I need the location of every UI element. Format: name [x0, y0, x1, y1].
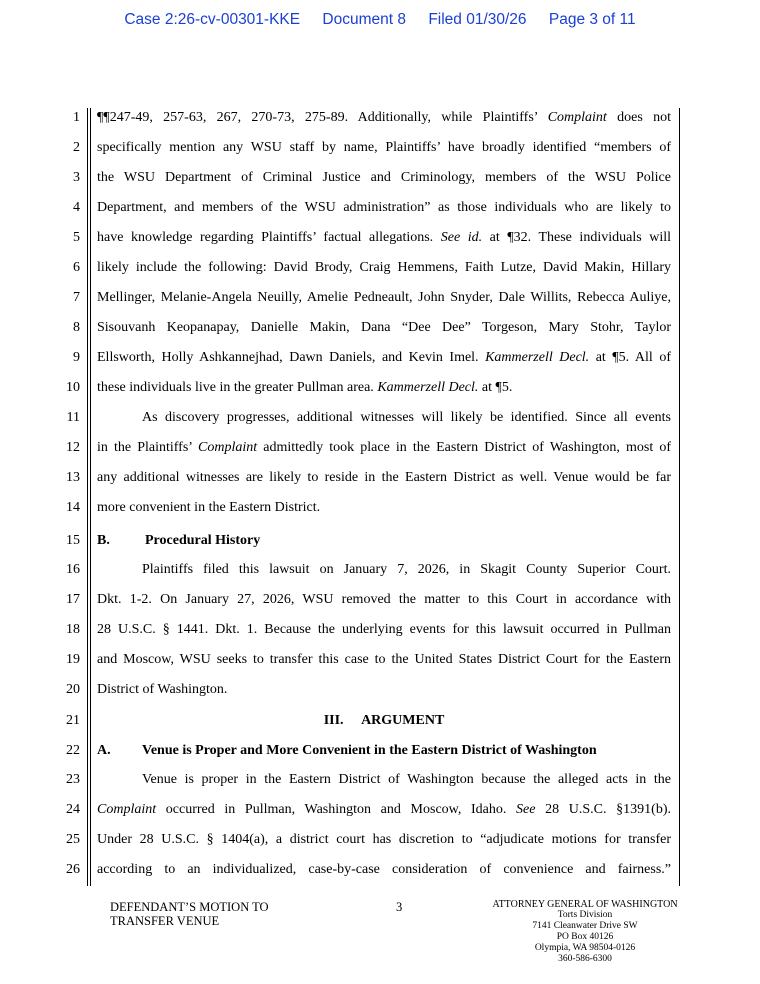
line-number: 17: [66, 592, 80, 607]
body-line-3: the WSU Department of Criminal Justice and Criminology, members of the WSU Police: [97, 170, 671, 185]
body-line-5: have knowledge regarding Plaintiffs’ factual allegations. See id. at ¶32. These individuals will: [97, 230, 671, 245]
line-number: 16: [66, 562, 80, 577]
case-number: Case 2:26-cv-00301-KKE: [124, 11, 301, 28]
line-number: 6: [73, 260, 80, 275]
line-number: 21: [66, 713, 80, 728]
line-number: 26: [66, 862, 80, 877]
line-number: 12: [66, 440, 80, 455]
line-number: 11: [66, 410, 80, 425]
line-number: 1: [73, 110, 80, 125]
line-number: 4: [73, 200, 80, 215]
body-line-6: likely include the following: David Brody, Craig Hemmens, Faith Lutze, David Makin, Hillary: [97, 260, 671, 275]
document-number: Document 8: [322, 11, 406, 28]
body-line-25: Under 28 U.S.C. § 1404(a), a district court has discretion to “adjudicate motions for transfer: [97, 832, 671, 847]
line-number: 2: [73, 140, 80, 155]
left-margin-rule-inner: [90, 108, 91, 886]
body-line-23: Venue is proper in the Eastern District of Washington because the alleged acts in the: [142, 772, 671, 787]
line-number: 8: [73, 320, 80, 335]
line-number: 20: [66, 682, 80, 697]
body-line-1: ¶¶247-49, 257-63, 267, 270-73, 275-89. Additionally, while Plaintiffs’ Complaint does not: [97, 110, 671, 125]
body-line-7: Mellinger, Melanie-Angela Neuilly, Amelie Pedneault, John Snyder, Dale Willits, Rebecca Auliye,: [97, 290, 671, 305]
body-line-16: Plaintiffs filed this lawsuit on January 7, 2026, in Skagit County Superior Court.: [142, 562, 671, 577]
section-heading-a: A. Venue is Proper and More Convenient in the Eastern District of Washington: [97, 743, 597, 758]
line-number: 3: [73, 170, 80, 185]
body-line-18: 28 U.S.C. § 1441. Dkt. 1. Because the underlying events for this lawsuit occurred in Pullman: [97, 622, 671, 637]
line-number: 10: [66, 380, 80, 395]
body-line-13: any additional witnesses are likely to reside in the Eastern District as well. Venue would be far: [97, 470, 671, 485]
body-line-24: Complaint occurred in Pullman, Washington and Moscow, Idaho. See 28 U.S.C. §1391(b).: [97, 802, 671, 817]
line-number: 15: [66, 533, 80, 548]
section-heading-b: B. Procedural History: [97, 533, 261, 548]
line-number: 19: [66, 652, 80, 667]
body-line-10: these individuals live in the greater Pullman area. Kammerzell Decl. at ¶5.: [97, 380, 513, 395]
body-line-12: in the Plaintiffs’ Complaint admittedly took place in the Eastern District of Washington, most of: [97, 440, 671, 455]
left-margin-rule: [87, 108, 88, 886]
line-number: 24: [66, 802, 80, 817]
body-line-8: Sisouvanh Keopanapay, Danielle Makin, Dana “Dee Dee” Torgeson, Mary Stohr, Taylor: [97, 320, 671, 335]
line-number: 9: [73, 350, 80, 365]
body-line-14: more convenient in the Eastern District.: [97, 500, 321, 515]
right-margin-rule: [679, 108, 680, 886]
filing-header: [0, 11, 760, 29]
line-number: 13: [66, 470, 80, 485]
line-number: 7: [73, 290, 80, 305]
footer-page-number: 3: [396, 900, 403, 914]
line-number: 25: [66, 832, 80, 847]
line-number: 14: [66, 500, 80, 515]
body-line-4: Department, and members of the WSU administration” as those individuals who are likely to: [97, 200, 671, 215]
body-line-9: Ellsworth, Holly Ashkannejhad, Dawn Daniels, and Kevin Imel. Kammerzell Decl. at ¶5. All of: [97, 350, 671, 365]
section-heading-argument: III. ARGUMENT: [323, 713, 445, 728]
line-number: 23: [66, 772, 80, 787]
body-line-2: specifically mention any WSU staff by name, Plaintiffs’ have broadly identified “members of: [97, 140, 671, 155]
footer-document-title: DEFENDANT’S MOTION TO TRANSFER VENUE: [110, 900, 269, 928]
line-number: 5: [73, 230, 80, 245]
body-line-26: according to an individualized, case-by-case consideration of convenience and fairness.”: [97, 862, 671, 877]
line-number: 22: [66, 743, 80, 758]
body-line-20: District of Washington.: [97, 682, 228, 697]
footer-office-address: ATTORNEY GENERAL OF WASHINGTON Torts Division 7141 Cleanwater Drive SW PO Box 40126 Olympia, WA 98504-0126 360-586-6300: [492, 899, 678, 964]
filed-date: Filed 01/30/26: [428, 11, 527, 28]
body-line-19: and Moscow, WSU seeks to transfer this case to the United States District Court for the Eastern: [97, 652, 671, 667]
body-line-11: As discovery progresses, additional witnesses will likely be identified. Since all events: [142, 410, 671, 425]
line-number: 18: [66, 622, 80, 637]
page-indicator: Page 3 of 11: [548, 11, 636, 28]
body-line-17: Dkt. 1-2. On January 27, 2026, WSU removed the matter to this Court in accordance with: [97, 592, 671, 607]
